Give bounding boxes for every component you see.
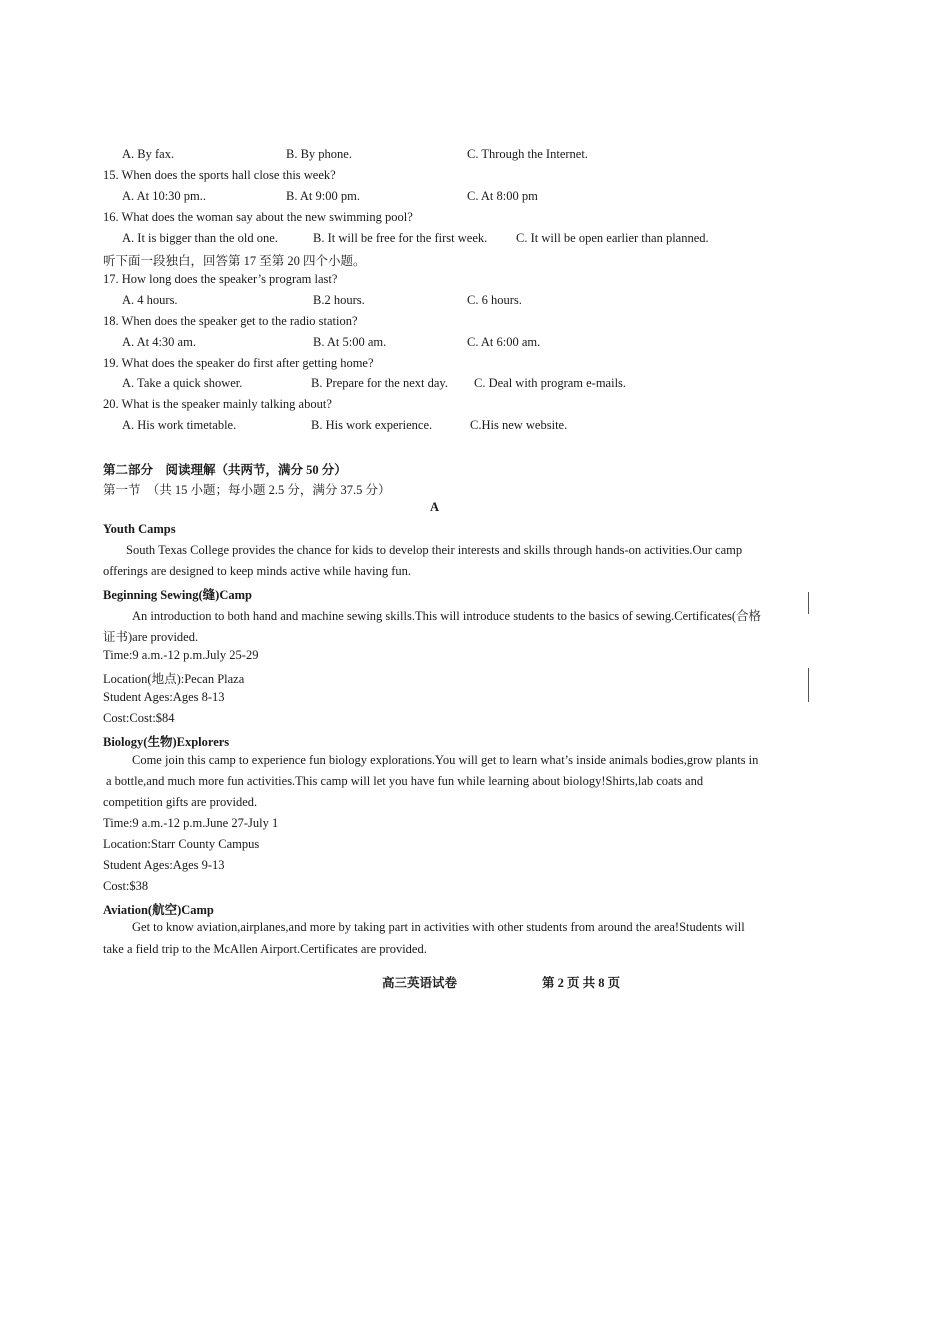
question-20: 20. What is the speaker mainly talking about?	[103, 397, 332, 411]
q19-option-a: A. Take a quick shower.	[122, 376, 243, 390]
question-15: 15. When does the sports hall close this week?	[103, 168, 336, 182]
q16-option-c: C. It will be open earlier than planned.	[516, 231, 709, 245]
q17-option-b: B.2 hours.	[313, 293, 365, 307]
q19-option-c: C. Deal with program e-mails.	[474, 376, 627, 390]
monologue-instruction: 听下面一段独白，回答第 17 至第 20 四个小题。	[103, 254, 366, 268]
scan-margin-mark	[808, 668, 809, 702]
q15-option-a: A. At 10:30 pm..	[122, 189, 207, 203]
passage-letter: A	[430, 500, 440, 514]
q20-option-c: C.His new website.	[470, 418, 568, 432]
q18-option-a: A. At 4:30 am.	[122, 335, 196, 349]
question-19: 19. What does the speaker do first after getting home?	[103, 356, 374, 370]
q15-option-b: B. At 9:00 pm.	[286, 189, 360, 203]
q18-option-c: C. At 6:00 am.	[467, 335, 541, 349]
camp2-time: Time:9 a.m.-12 p.m.June 27-July 1	[103, 816, 279, 830]
camp1-desc-line1: An introduction to both hand and machine sewing skills.This will introduce students to the basics of sewing.Certificates(合格	[132, 609, 762, 623]
camp1-ages: Student Ages:Ages 8-13	[103, 690, 225, 704]
passage-title: Youth Camps	[103, 522, 176, 536]
camp1-time: Time:9 a.m.-12 p.m.July 25-29	[103, 648, 259, 662]
camp2-location: Location:Starr County Campus	[103, 837, 260, 851]
camp1-desc-line2: 证书)are provided.	[103, 630, 199, 644]
part2-heading: 第二部分 阅读理解（共两节，满分 50 分）	[103, 463, 347, 477]
q14-option-a: A. By fax.	[122, 147, 175, 161]
q17-option-c: C. 6 hours.	[467, 293, 522, 307]
passage-intro-line1: South Texas College provides the chance for kids to develop their interests and skills through hands-on activities.Our camp	[126, 543, 743, 557]
q15-option-c: C. At 8:00 pm	[467, 189, 538, 203]
footer-page-number: 第 2 页 共 8 页	[542, 976, 621, 990]
footer-exam-name: 高三英语试卷	[382, 976, 458, 990]
camp1-title: Beginning Sewing(缝)Camp	[103, 588, 252, 602]
camp2-title: Biology(生物)Explorers	[103, 735, 230, 749]
camp2-desc-line1: Come join this camp to experience fun biology explorations.You will get to learn what’s inside animals bodies,grow plants in	[132, 753, 759, 767]
question-18: 18. When does the speaker get to the radio station?	[103, 314, 358, 328]
q14-option-c: C. Through the Internet.	[467, 147, 588, 161]
question-16: 16. What does the woman say about the new swimming pool?	[103, 210, 413, 224]
scan-margin-mark	[808, 592, 809, 614]
q20-option-a: A. His work timetable.	[122, 418, 237, 432]
q16-option-a: A. It is bigger than the old one.	[122, 231, 278, 245]
camp3-desc-line2: take a field trip to the McAllen Airport.Certificates are provided.	[103, 942, 427, 956]
camp2-desc-line2: a bottle,and much more fun activities.This camp will let you have fun while learning about biology!Shirts,lab coats and	[106, 774, 704, 788]
question-17: 17. How long does the speaker’s program last?	[103, 272, 338, 286]
camp2-desc-line3: competition gifts are provided.	[103, 795, 258, 809]
q16-option-b: B. It will be free for the first week.	[313, 231, 488, 245]
camp1-location: Location(地点):Pecan Plaza	[103, 672, 245, 686]
section1-heading: 第一节 （共 15 小题；每小题 2.5 分，满分 37.5 分）	[103, 483, 391, 497]
q19-option-b: B. Prepare for the next day.	[311, 376, 448, 390]
camp2-cost: Cost:$38	[103, 879, 149, 893]
passage-intro-line2: offerings are designed to keep minds active while having fun.	[103, 564, 412, 578]
q18-option-b: B. At 5:00 am.	[313, 335, 387, 349]
q14-option-b: B. By phone.	[286, 147, 352, 161]
camp2-ages: Student Ages:Ages 9-13	[103, 858, 225, 872]
q17-option-a: A. 4 hours.	[122, 293, 178, 307]
q20-option-b: B. His work experience.	[311, 418, 433, 432]
camp1-cost: Cost:Cost:$84	[103, 711, 175, 725]
camp3-desc-line1: Get to know aviation,airplanes,and more by taking part in activities with other students from around the area!Students will	[132, 920, 745, 934]
camp3-title: Aviation(航空)Camp	[103, 903, 214, 917]
